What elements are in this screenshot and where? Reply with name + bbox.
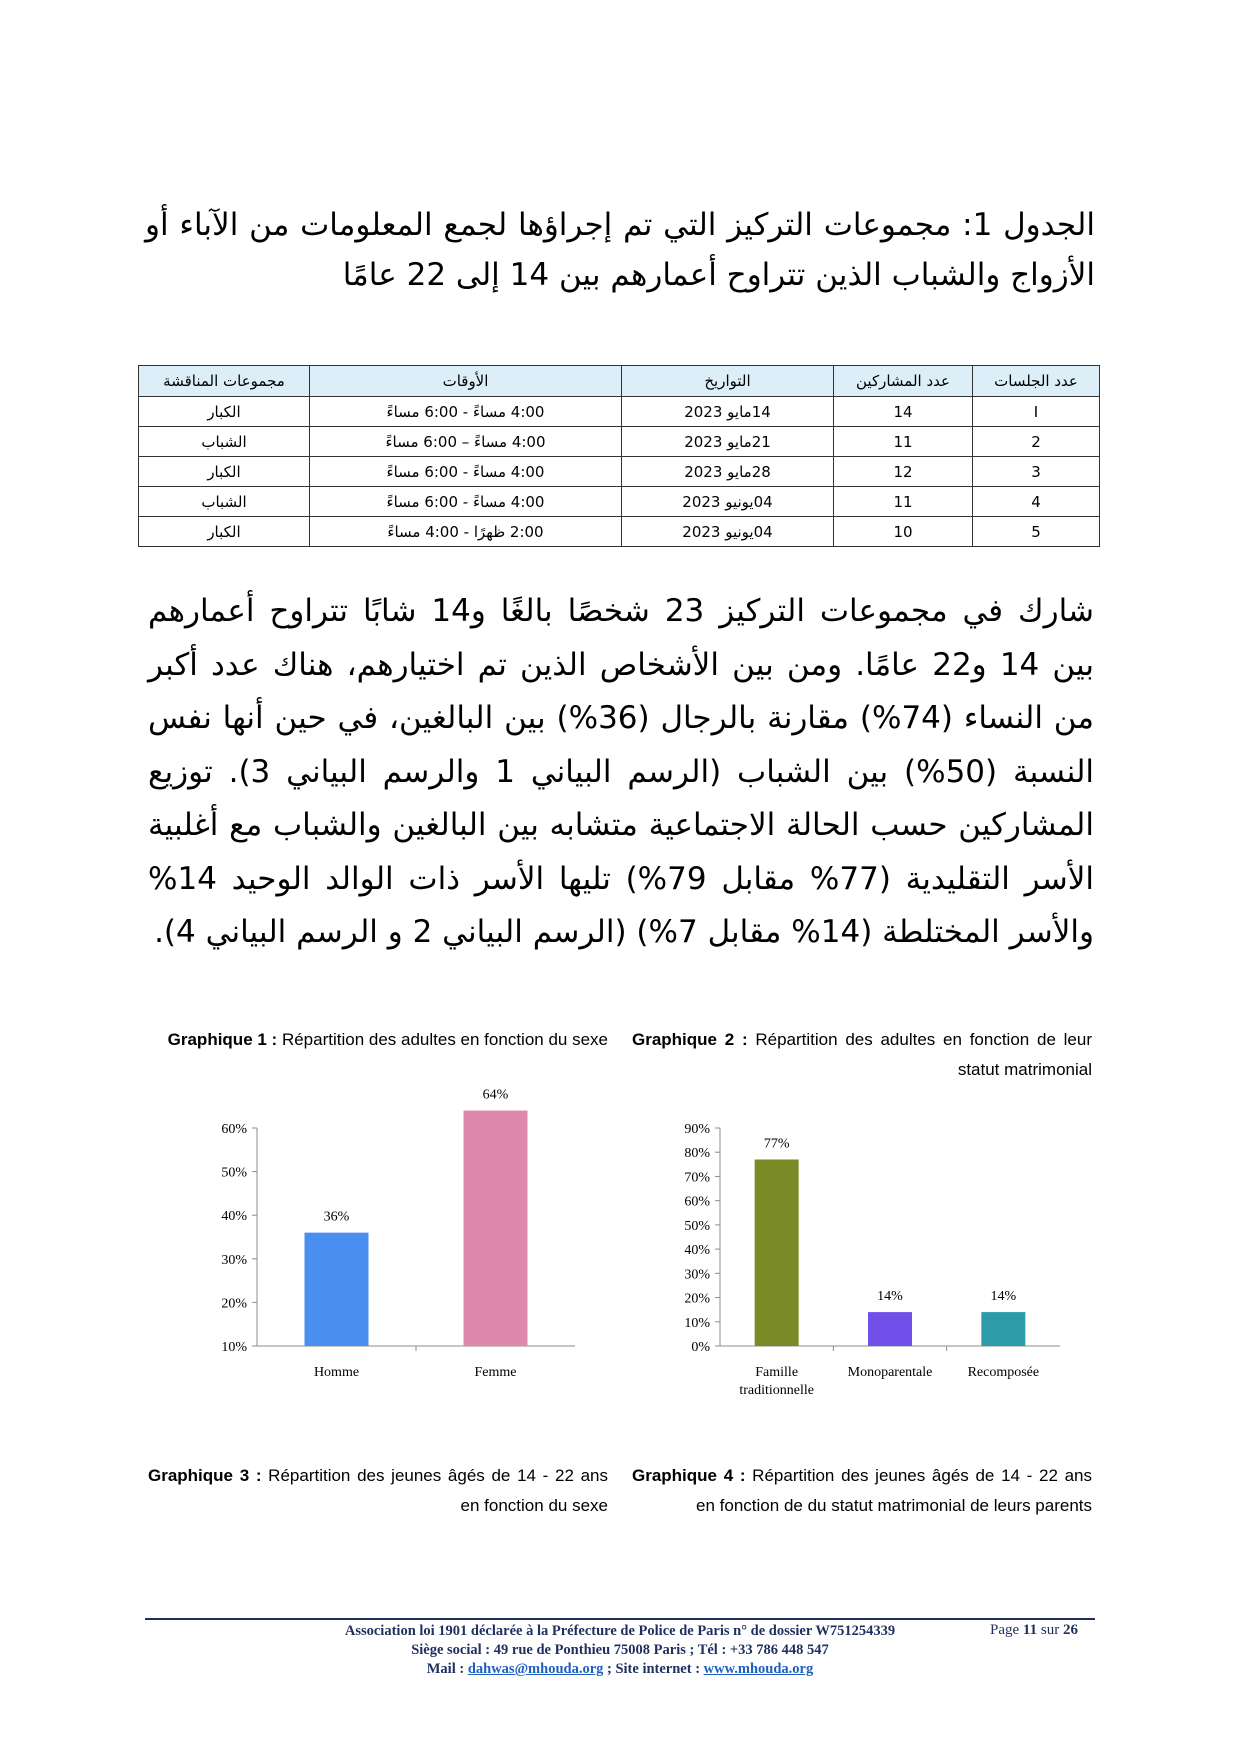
x-tick-label: traditionnelle bbox=[739, 1383, 814, 1398]
footer-line-3 bbox=[145, 1660, 1095, 1679]
chart-graphique-2 bbox=[668, 1108, 1088, 1408]
y-tick-label: 50% bbox=[221, 1165, 247, 1181]
cell-session: 2 bbox=[973, 427, 1100, 457]
y-tick-label: 0% bbox=[691, 1340, 710, 1355]
cell-participants: 10 bbox=[834, 517, 973, 547]
y-tick-label: 60% bbox=[684, 1194, 710, 1210]
footer-line-2: Siège social : 49 rue de Ponthieu 75008 Paris ; Tél : +33 786 448 547 bbox=[411, 1642, 829, 1658]
caption-label: Graphique 2 : bbox=[632, 1030, 748, 1049]
y-tick-label: 80% bbox=[684, 1146, 710, 1162]
bar-famille-traditionnelle bbox=[755, 1159, 799, 1346]
cell-time: 2:00 ظهرًا - 4:00 مساءً bbox=[310, 517, 622, 547]
cell-group: الكبار bbox=[139, 397, 310, 427]
data-label: 77% bbox=[763, 1136, 790, 1152]
table-header-row bbox=[139, 366, 1100, 397]
caption-text: Répartition des jeunes âgés de 14 - 22 ans en fonction de du statut matrimonial de leurs parents bbox=[696, 1466, 1093, 1515]
header-sessions: عدد الجلسات bbox=[973, 366, 1100, 397]
focus-groups-table bbox=[138, 365, 1100, 547]
page-word: Page bbox=[990, 1622, 1020, 1638]
cell-time: 4:00 مساءً - 6:00 مساءً bbox=[310, 487, 622, 517]
page-current: 11 bbox=[1022, 1622, 1038, 1638]
cell-date: 14مايو 2023 bbox=[622, 397, 834, 427]
bar-homme bbox=[305, 1233, 369, 1346]
cell-session: 4 bbox=[973, 487, 1100, 517]
data-label: 36% bbox=[323, 1209, 350, 1225]
y-tick-label: 20% bbox=[221, 1296, 247, 1312]
cell-session: I bbox=[973, 397, 1100, 427]
footer-line-1: Association loi 1901 déclarée à la Préfecture de Police de Paris n° de dossier W751254339 bbox=[344, 1623, 896, 1639]
site-label: ; Site internet : bbox=[603, 1661, 704, 1677]
caption-label: Graphique 1 : bbox=[167, 1030, 278, 1049]
mail-link[interactable]: dahwas@mhouda.org bbox=[467, 1661, 604, 1677]
bar-monoparentale bbox=[868, 1312, 912, 1346]
data-label: 14% bbox=[877, 1289, 903, 1305]
x-tick-label: Famille bbox=[755, 1365, 799, 1380]
y-tick-label: 20% bbox=[684, 1291, 710, 1307]
header-participants: عدد المشاركين bbox=[834, 366, 973, 397]
table-title: الجدول 1: مجموعات التركيز التي تم إجراؤها لجمع المعلومات من الآباء أو الأزواج والشباب الذين تتراوح أعمارهم بين 14 إلى 22 عامًا bbox=[145, 207, 1095, 293]
cell-time: 4:00 مساءً – 6:00 مساءً bbox=[310, 427, 622, 457]
header-dates: التواريخ bbox=[622, 366, 834, 397]
data-label: 14% bbox=[990, 1289, 1017, 1305]
bar-femme bbox=[464, 1111, 528, 1346]
y-tick-label: 40% bbox=[684, 1243, 710, 1259]
y-tick-label: 60% bbox=[221, 1122, 247, 1137]
cell-participants: 11 bbox=[834, 427, 973, 457]
cell-date: 04يونيو 2023 bbox=[622, 487, 834, 517]
cell-date: 28مايو 2023 bbox=[622, 457, 834, 487]
mail-label: Mail : bbox=[426, 1661, 468, 1677]
footer-divider bbox=[145, 1618, 1095, 1620]
cell-date: 21مايو 2023 bbox=[622, 427, 834, 457]
body-paragraph: شارك في مجموعات التركيز 23 شخصًا بالغًا و14 شابًا تتراوح أعمارهم بين 14 و22 عامًا. ومن بين الأشخاص الذين تم اختيارهم، هناك عدد أكبر من النساء (74%) مقارنة بالرجال (36%) بين البالغين، في حين أنها نفس النسبة (50%) بين الشباب (الرسم البياني 1 والرسم البياني 3). توزيع المشاركين حسب الحالة الاجتماعية متشابه بين البالغين والشباب مع أغلبية الأسر التقليدية (77% مقابل 79%) تليها الأسر ذات الوالد الوحيد 14% والأسر المختلطة (14% مقابل 7%) (الرسم البياني 2 و الرسم البياني 4). bbox=[148, 593, 1095, 950]
cell-time: 4:00 مساءً - 6:00 مساءً bbox=[310, 457, 622, 487]
header-groups: مجموعات المناقشة bbox=[139, 366, 310, 397]
data-label: 64% bbox=[482, 1087, 509, 1103]
caption-graphique-1 bbox=[148, 1025, 608, 1055]
table-row bbox=[139, 457, 1100, 487]
cell-participants: 12 bbox=[834, 457, 973, 487]
x-tick-label: Recomposée bbox=[967, 1365, 1040, 1380]
x-tick-label: Femme bbox=[474, 1365, 517, 1380]
y-tick-label: 30% bbox=[221, 1252, 247, 1268]
y-tick-label: 10% bbox=[221, 1340, 247, 1355]
y-tick-label: 30% bbox=[684, 1267, 710, 1283]
cell-group: الكبار bbox=[139, 517, 310, 547]
table-row bbox=[139, 517, 1100, 547]
page-number bbox=[990, 1622, 1078, 1639]
caption-graphique-2 bbox=[632, 1025, 1092, 1085]
x-tick-label: Homme bbox=[313, 1365, 360, 1380]
bar-recomposée bbox=[981, 1312, 1025, 1346]
page-total: 26 bbox=[1062, 1622, 1078, 1638]
cell-group: الشباب bbox=[139, 487, 310, 517]
y-tick-label: 70% bbox=[684, 1170, 710, 1186]
caption-label: Graphique 4 : bbox=[632, 1466, 746, 1485]
caption-text: Répartition des adultes en fonction de leur statut matrimonial bbox=[747, 1030, 1092, 1079]
caption-label: Graphique 3 : bbox=[148, 1466, 262, 1485]
cell-session: 5 bbox=[973, 517, 1100, 547]
y-tick-label: 40% bbox=[221, 1209, 247, 1225]
header-times: الأوقات bbox=[310, 366, 622, 397]
cell-participants: 11 bbox=[834, 487, 973, 517]
chart-graphique-1 bbox=[195, 1087, 595, 1390]
y-tick-label: 10% bbox=[684, 1315, 710, 1331]
site-link[interactable]: www.mhouda.org bbox=[703, 1661, 814, 1677]
x-tick-label: Monoparentale bbox=[847, 1365, 933, 1380]
caption-graphique-3 bbox=[148, 1461, 608, 1521]
table-row bbox=[139, 487, 1100, 517]
cell-date: 04يونيو 2023 bbox=[622, 517, 834, 547]
caption-text: Répartition des adultes en fonction du sexe bbox=[277, 1030, 608, 1049]
y-tick-label: 90% bbox=[684, 1122, 710, 1137]
y-tick-label: 50% bbox=[684, 1218, 710, 1234]
caption-graphique-4 bbox=[632, 1461, 1092, 1521]
cell-time: 4:00 مساءً - 6:00 مساءً bbox=[310, 397, 622, 427]
cell-participants: 14 bbox=[834, 397, 973, 427]
table-row bbox=[139, 427, 1100, 457]
footer bbox=[145, 1622, 1095, 1679]
table-row bbox=[139, 397, 1100, 427]
cell-group: الشباب bbox=[139, 427, 310, 457]
page-of: sur bbox=[1040, 1622, 1060, 1638]
caption-text: Répartition des jeunes âgés de 14 - 22 ans en fonction du sexe bbox=[261, 1466, 609, 1515]
cell-group: الكبار bbox=[139, 457, 310, 487]
cell-session: 3 bbox=[973, 457, 1100, 487]
